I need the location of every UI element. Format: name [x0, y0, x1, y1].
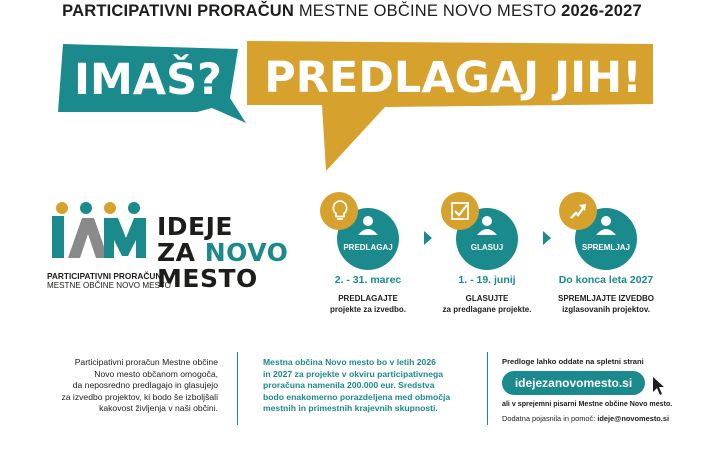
left-bubble-text: IMAŠ? — [74, 55, 222, 105]
info-middle-line: in 2027 za projekte v okviru participativnega — [263, 368, 444, 379]
logo-line-3: MESTO — [157, 264, 258, 293]
info-middle-line: bodo enakomerno porazdeljena med območja — [263, 391, 451, 402]
header-title-regular: MESTNE OBČINE NOVO MESTO — [298, 2, 557, 20]
logo-caption-1: PARTICIPATIVNI PRORAČUN — [47, 271, 162, 281]
step-predlagaj-desc-1: PREDLAGAJTE — [338, 294, 398, 303]
checkbox-icon — [449, 200, 471, 222]
right-bubble-text: PREDLAGAJ JIH! — [264, 53, 642, 103]
info-right-bottom: ali v sprejemni pisarni Mestne občine Novo mesto. — [502, 400, 673, 408]
step-glasuj-date: 1. - 19. junij — [458, 274, 516, 286]
header-years: 2026-2027 — [561, 2, 642, 20]
growth-arrow-icon — [567, 200, 589, 222]
info-left-line: kakovost življenja v naši občini. — [99, 403, 218, 414]
step-spremljaj-desc — [538, 293, 674, 315]
step-spremljaj-date: Do konca leta 2027 — [558, 274, 654, 286]
info-right-top: Predloge lahko oddate na spletni strani — [502, 357, 644, 366]
logo-mark — [48, 200, 148, 266]
step-predlagaj-desc — [300, 293, 436, 315]
divider-right — [487, 352, 488, 425]
step-arrow-2 — [543, 231, 551, 245]
info-left-text — [20, 357, 218, 415]
step-spremljaj-label: SPREMLJAJ — [581, 243, 630, 252]
step-spremljaj-desc-1: SPREMLJAJTE IZVEDBO — [557, 294, 654, 303]
info-middle-line: mestnih in primestnih krajevnih skupnosti. — [263, 403, 438, 414]
info-left-line: da neposredno predlagajo in glasujejo — [72, 380, 218, 391]
person-icon — [356, 214, 380, 236]
info-left-line: Novo mesto občanom omogoča, — [94, 368, 218, 379]
step-glasuj-desc — [419, 293, 555, 315]
logo-line-1: IDEJE — [157, 212, 234, 241]
logo-wordmark — [157, 214, 288, 292]
info-middle-line: Mestna občina Novo mesto bo v letih 2026 — [263, 357, 436, 367]
logo-line-2a: ZA — [157, 238, 196, 267]
step-glasuj-desc-2: za predlagane projekte. — [442, 305, 532, 314]
step-predlagaj-date: 2. - 31. marec — [334, 274, 402, 286]
help-line — [502, 414, 669, 423]
cursor-icon — [652, 376, 666, 396]
info-left-line: Participativni proračun Mestne občine — [74, 357, 218, 367]
info-middle-line: proračuna namenila 200.000 eur. Sredstva — [263, 380, 435, 391]
step-glasuj-label: GLASUJ — [470, 243, 504, 252]
lightbulb-icon — [329, 199, 351, 223]
help-label: Dodatna pojasnila in pomoč: — [502, 414, 596, 423]
step-glasuj-desc-1: GLASUJTE — [465, 294, 509, 303]
person-icon — [475, 214, 499, 236]
website-link-button[interactable] — [502, 371, 645, 395]
help-email-link[interactable]: ideje@novomesto.si — [597, 414, 670, 423]
step-predlagaj-desc-2: projekte za izvedbo. — [329, 305, 407, 314]
person-icon — [594, 214, 618, 236]
header-title-bold: PARTICIPATIVNI PRORAČUN — [62, 2, 295, 20]
info-left-line: za izvedbo projektov, ki bodo še izboljšali — [61, 391, 218, 402]
step-arrow-1 — [424, 231, 432, 245]
info-middle-text — [263, 357, 478, 415]
logo-caption-2: MESTNE OBČINE NOVO MESTO — [47, 281, 171, 290]
step-predlagaj-label: PREDLAGAJ — [343, 243, 393, 252]
divider-left — [237, 352, 238, 425]
step-spremljaj-desc-2: izglasovanih projektov. — [562, 305, 650, 314]
website-link-label: idejezanovomesto.si — [514, 376, 633, 390]
logo-line-2b: NOVO — [204, 238, 289, 267]
